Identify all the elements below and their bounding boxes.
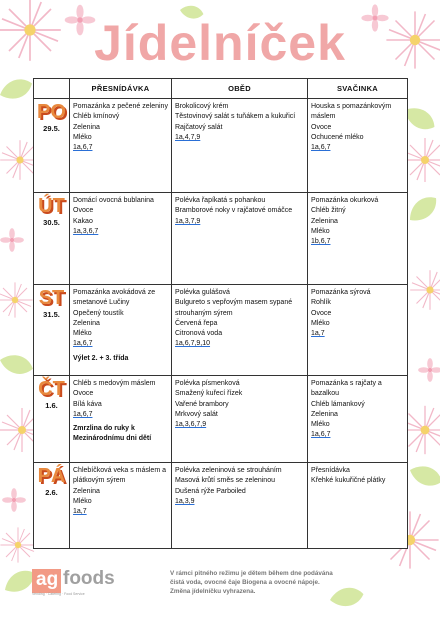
allergens: 1a,6,7 <box>73 410 93 418</box>
menu-item: Ovoce <box>311 123 332 131</box>
day-cell <box>34 463 70 549</box>
menu-item: Ochucené mléko <box>311 133 364 141</box>
menu-item: Křehké kukuřičné plátky <box>311 477 386 485</box>
day-date: 29.5. <box>43 124 60 133</box>
lunch-cell <box>172 376 308 463</box>
allergens: 1a,7 <box>73 508 87 516</box>
lunch-cell <box>172 193 308 285</box>
menu-item: Chléb s medovým máslem <box>73 380 156 387</box>
menu-item: Chléb žitný <box>311 207 346 215</box>
menu-item: Zelenina <box>311 217 338 225</box>
allergens: 1a,6,7 <box>311 144 331 152</box>
menu-item: Pomazánka s rajčaty a bazalkou <box>311 380 382 398</box>
snack-cell <box>308 193 408 285</box>
menu-item: Masová krůtí směs se zeleninou <box>175 477 275 485</box>
allergens: 1b,6,7 <box>311 238 331 246</box>
table-row <box>34 376 408 463</box>
allergens: 1a,6,7 <box>311 431 331 439</box>
day-date: 1.6. <box>45 401 58 410</box>
menu-item: Kakao <box>73 217 93 225</box>
menu-item: Polévka řapíkatá s pohankou <box>175 197 266 204</box>
menu-item: Mrkvový salát <box>175 410 218 418</box>
menu-item: Ovoce <box>73 207 94 215</box>
allergens: 1a,3,6,7,9 <box>175 421 207 429</box>
menu-item: Rajčatový salát <box>175 123 223 131</box>
allergens: 1a,7 <box>311 330 325 338</box>
menu-item: Chléb lámankový <box>311 400 365 408</box>
allergens: 1a,3,9 <box>175 497 195 505</box>
menu-item: Mléko <box>73 133 92 141</box>
menu-item: Přesnídávka <box>311 467 350 474</box>
snack-cell <box>308 376 408 463</box>
menu-item: Pomazánka z pečené zeleniny <box>73 103 168 110</box>
allergens: 1a,6,7 <box>73 144 93 152</box>
menu-table <box>33 78 408 549</box>
allergens: 1a,4,7,9 <box>175 133 201 141</box>
header-snack: SVAČINKA <box>308 79 408 99</box>
menu-item: Pomazánka okurková <box>311 197 379 204</box>
breakfast-cell <box>70 99 172 193</box>
menu-item: Bramborové noky v rajčatové omáčce <box>175 207 293 215</box>
logo-ag: ag <box>32 569 61 593</box>
menu-item: Zelenina <box>311 410 338 418</box>
footer-line: čistá voda, ovocné čaje Biogena a ovocné nápoje. <box>170 579 320 586</box>
header-row <box>34 79 408 99</box>
menu-item: Zelenina <box>73 487 100 495</box>
menu-item: Opečený toustík <box>73 309 124 317</box>
header-lunch: OBĚD <box>172 79 308 99</box>
breakfast-cell <box>70 376 172 463</box>
day-abbr: ČT <box>38 378 65 400</box>
header-breakfast: PŘESNÍDÁVKA <box>70 79 172 99</box>
menu-item: Mléko <box>311 421 330 429</box>
page-title: Jídelníček <box>94 15 346 71</box>
menu-item: Mléko <box>73 330 92 338</box>
menu-item: Těstovinový salát s tuňákem a kukuřicí <box>175 113 296 121</box>
day-abbr: ÚT <box>38 195 65 217</box>
snack-cell <box>308 99 408 193</box>
allergens: 1a,6,7,9,10 <box>175 340 211 348</box>
allergens: 1a,3,7,9 <box>175 217 201 225</box>
menu-item: Chlebíčková veka s máslem a plátkovým sýrem <box>73 467 166 485</box>
day-abbr: PÁ <box>37 465 66 487</box>
day-cell <box>34 285 70 376</box>
breakfast-cell <box>70 463 172 549</box>
lunch-cell <box>172 463 308 549</box>
menu-item: Mléko <box>311 319 330 327</box>
day-abbr: PO <box>37 101 66 123</box>
menu-item: Brokolicový krém <box>175 103 229 110</box>
day-cell <box>34 376 70 463</box>
snack-cell <box>308 285 408 376</box>
agfoods-logo <box>32 566 150 598</box>
table-row <box>34 463 408 549</box>
menu-item: Ovoce <box>311 309 332 317</box>
menu-item: Domácí ovocná bublanina <box>73 197 154 204</box>
footer-line: Změna jídelníčku vyhrazena. <box>170 588 256 595</box>
footer-note <box>170 569 410 596</box>
day-cell <box>34 193 70 285</box>
lunch-cell <box>172 99 308 193</box>
menu-item: Mléko <box>311 227 330 235</box>
menu-item: Zelenina <box>73 123 100 131</box>
table-row <box>34 99 408 193</box>
menu-item: Dušená rýže Parboiled <box>175 487 246 495</box>
menu-item: Rohlík <box>311 299 331 307</box>
menu-item: Ovoce <box>73 390 94 398</box>
allergens: 1a,6,7 <box>73 340 93 348</box>
logo-foods: foods <box>63 568 115 589</box>
menu-item: Polévka písmenková <box>175 380 240 387</box>
table-row <box>34 193 408 285</box>
breakfast-cell <box>70 285 172 376</box>
day-date: 31.5. <box>43 310 60 319</box>
day-abbr: ST <box>38 287 65 309</box>
snack-cell <box>308 463 408 549</box>
menu-item: Mléko <box>73 497 92 505</box>
allergens: 1a,3,6,7 <box>73 227 99 235</box>
day-date: 2.6. <box>45 488 58 497</box>
menu-item: Bílá káva <box>73 400 102 408</box>
menu-item: Červená řepa <box>175 319 218 327</box>
menu-item: Bulgureto s vepřovým masem sypané strouhaným sýrem <box>175 299 293 317</box>
header-day <box>34 79 70 99</box>
event-note: Výlet 2. + 3. třída <box>73 354 129 362</box>
menu-item: Polévka gulášová <box>175 289 230 296</box>
lunch-cell <box>172 285 308 376</box>
logo-tagline: Vending · Catering · Food Service <box>32 592 85 596</box>
menu-item: Smažený kuřecí řízek <box>175 390 243 398</box>
breakfast-cell <box>70 193 172 285</box>
menu-item: Pomazánka avokádová ze smetanové Lučiny <box>73 289 156 307</box>
table-row <box>34 285 408 376</box>
menu-item: Vařené brambory <box>175 400 229 408</box>
event-note: Zmrzlina do ruky k Mezinárodnímu dni dětí <box>73 425 152 443</box>
menu-item: Zelenina <box>73 319 100 327</box>
menu-item: Polévka zeleninová se strouháním <box>175 467 282 474</box>
menu-item: Citronová voda <box>175 330 223 338</box>
menu-item: Chléb kmínový <box>73 113 120 121</box>
day-date: 30.5. <box>43 218 60 227</box>
menu-item: Pomazánka sýrová <box>311 289 371 296</box>
footer-line: V rámci pitného režimu je dětem během dne podávána <box>170 570 333 577</box>
menu-item: Houska s pomazánkovým máslem <box>311 103 392 121</box>
day-cell <box>34 99 70 193</box>
